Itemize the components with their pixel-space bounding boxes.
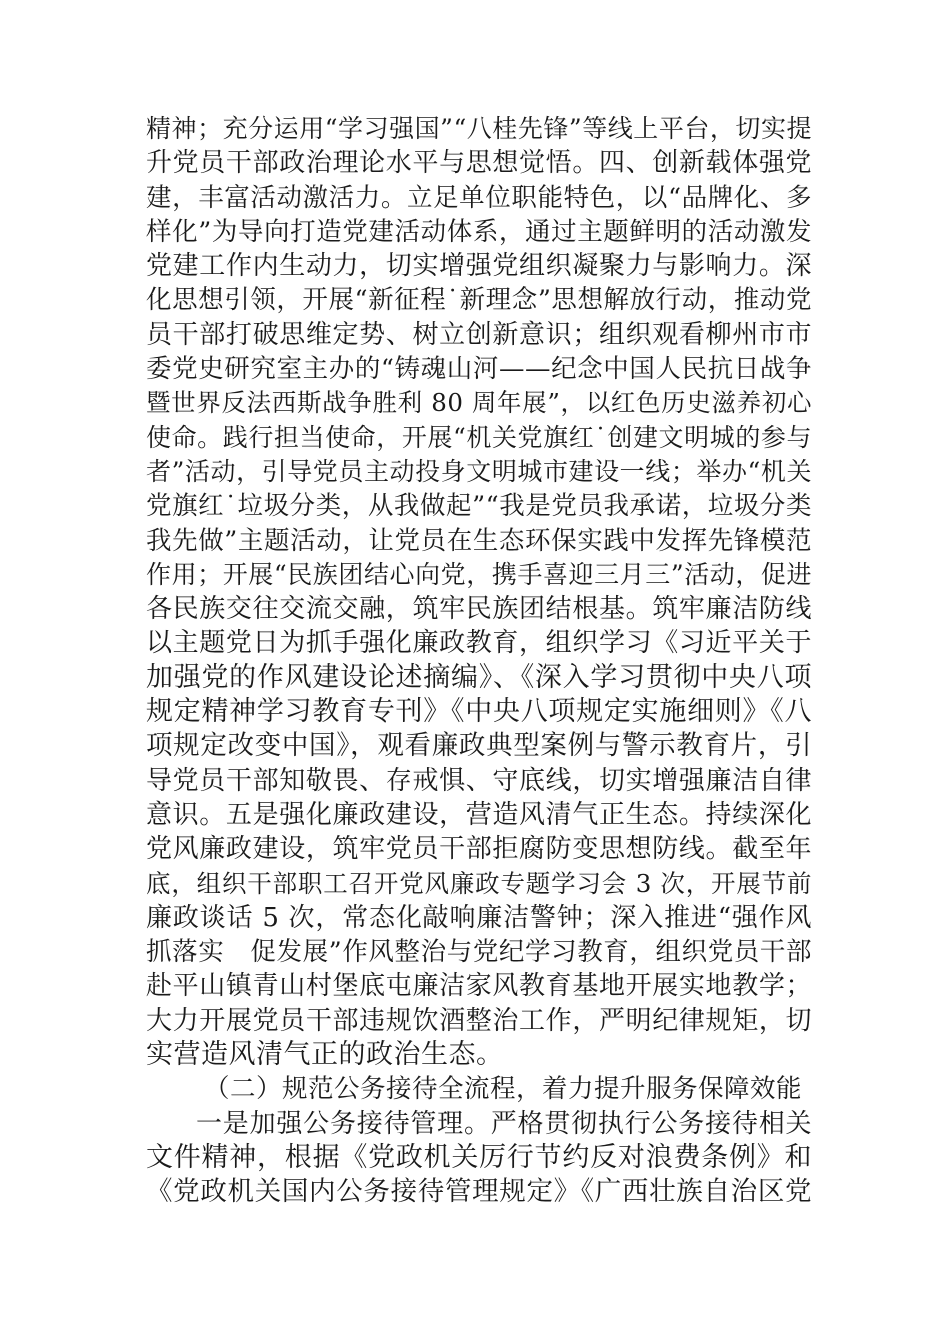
paragraph-line: 大力开展党员干部违规饮酒整治工作，严明纪律规矩，切 xyxy=(146,1005,812,1036)
paragraph-line: 意识。五是强化廉政建设，营造风清气正生态。持续深化 xyxy=(146,799,812,830)
paragraph-line: 者”活动，引导党员主动投身文明城市建设一线；举办“机关 xyxy=(146,456,812,486)
section-heading: （二）规范公务接待全流程，着力提升服务保障效能 xyxy=(204,1074,803,1105)
paragraph-line: 化思想引领，开展“新征程˙新理念”思想解放行动，推动党 xyxy=(146,285,812,316)
paragraph-line: 建，丰富活动激活力。立足单位职能特色，以“品牌化、多 xyxy=(146,182,812,213)
paragraph-line: 项规定改变中国》，观看廉政典型案例与警示教育片，引 xyxy=(146,730,812,762)
paragraph-line: 党风廉政建设，筑牢党员干部拒腐防变思想防线。截至年 xyxy=(146,834,812,865)
paragraph-line: 加强党的作风建设论述摘编》、《深入学习贯彻中央八项 xyxy=(146,661,812,693)
paragraph-line: 暨世界反法西斯战争胜利 80 周年展”，以红色历史滋养初心 xyxy=(146,388,812,418)
paragraph-line: 作用；开展“民族团结心向党，携手喜迎三月三”活动，促进 xyxy=(146,559,812,589)
paragraph-line: 赴平山镇青山村堡底屯廉洁家风教育基地开展实地教学； xyxy=(146,971,812,1002)
paragraph-line: 我先做”主题活动，让党员在生态环保实践中发挥先锋模范 xyxy=(146,525,812,556)
paragraph-line: 廉政谈话 5 次，常态化敲响廉洁警钟；深入推进“强作风 xyxy=(146,902,812,933)
paragraph-line: 导党员干部知敬畏、存戒惧、守底线，切实增强廉洁自律 xyxy=(146,765,812,796)
paragraph-line: 升党员干部政治理论水平与思想觉悟。四、创新载体强党 xyxy=(146,148,812,179)
paragraph-line: 各民族交往交流交融，筑牢民族团结根基。筑牢廉洁防线 xyxy=(146,594,812,625)
paragraph-line: 委党史研究室主办的“铸魂山河——纪念中国人民抗日战争 xyxy=(146,354,812,385)
paragraph-line: 底，组织干部职工召开党风廉政专题学习会 3 次，开展节前 xyxy=(146,868,812,898)
paragraph-line: 《党政机关国内公务接待管理规定》《广西壮族自治区党 xyxy=(146,1176,812,1208)
paragraph-line: 使命。践行担当使命，开展“机关党旗红˙创建文明城的参与 xyxy=(146,422,812,452)
paragraph-line: 以主题党日为抓手强化廉政教育，组织学习《习近平关于 xyxy=(146,628,812,659)
body-text xyxy=(146,112,812,1210)
paragraph-line: 员干部打破思维定势、树立创新意识；组织观看柳州市市 xyxy=(146,319,812,350)
paragraph-line: 精神；充分运用“学习强国”“八桂先锋”等线上平台，切实提 xyxy=(146,114,812,143)
paragraph-line: 一是加强公务接待管理。严格贯彻执行公务接待相关 xyxy=(196,1108,812,1139)
paragraph-line: 党旗红˙垃圾分类，从我做起”“我是党员我承诺，垃圾分类 xyxy=(146,491,812,522)
paragraph-line: 文件精神，根据《党政机关厉行节约反对浪费条例》和 xyxy=(146,1141,812,1173)
paragraph-line: 抓落实 促发展”作风整治与党纪学习教育，组织党员干部 xyxy=(146,937,812,968)
paragraph-line: 党建工作内生动力，切实增强党组织凝聚力与影响力。深 xyxy=(146,251,812,282)
paragraph-line: 规定精神学习教育专刊》《中央八项规定实施细则》《八 xyxy=(146,696,812,728)
paragraph-line: 样化”为导向打造党建活动体系，通过主题鲜明的活动激发 xyxy=(146,216,812,247)
paragraph-line: 实营造风清气正的政治生态。 xyxy=(146,1039,504,1071)
